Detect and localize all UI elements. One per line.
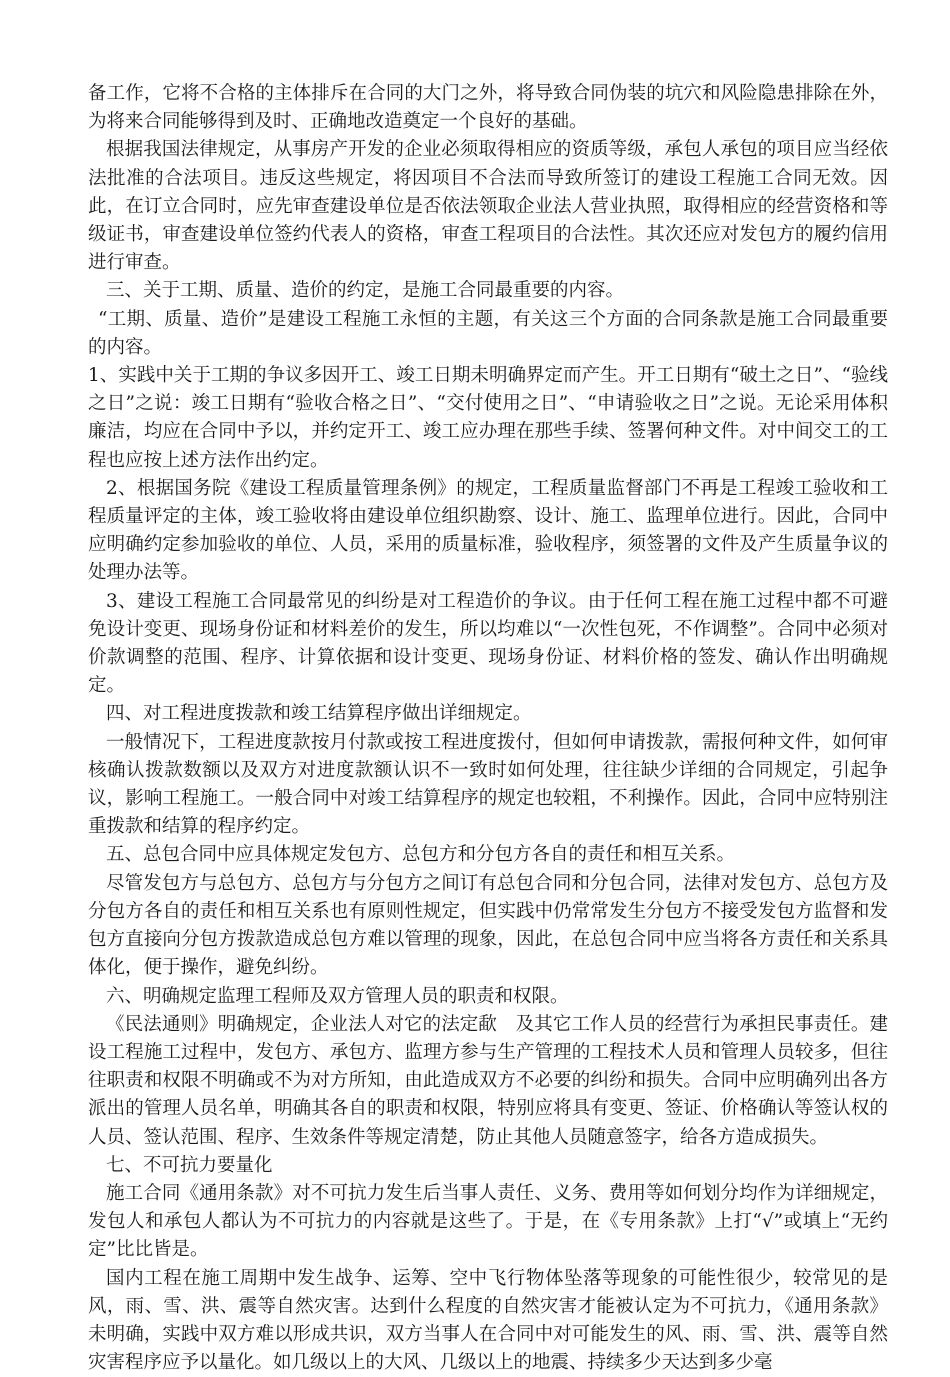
paragraph-item-3-cost: 3、建设工程施工合同最常见的纠纷是对工程造价的争议。由于任何工程在施工过程中都不可避免设计变更、现场身份证和材料差价的发生，所以均难以“一次性包死，不作调整”。合同中必须对价款调整的范围、程序、计算依据和设计变更、现场身份证、材料价格的签发、确认作出明确规定。	[88, 590, 888, 697]
heading-section-4: 四、对工程进度拨款和竣工结算程序做出详细规定。	[106, 703, 532, 725]
heading-section-3: 三、关于工期、质量、造价的约定，是施工合同最重要的内容。	[106, 280, 625, 302]
paragraph-item-1-duration: 1、实践中关于工期的争议多因开工、竣工日期未明确界定而产生。开工日期有“破土之日”、“验线之日”之说：竣工日期有“验收合格之日”、“交付使用之日”、“申请验收之日”之说。无论采用体积廉洁，均应在合同中予以，并约定开工、竣工应办理在那些手续、签署何种文件。对中间交工的工程也应按上述方法作出约定。	[88, 365, 888, 471]
paragraph-progress-payment: 一般情况下，工程进度款按月付款或按工程进度拨付，但如何申请拨款，需报何种文件，如何审核确认拨款数额以及双方对进度款额认识不一致时如何处理，往往缺少详细的合同规定，引起争议，影响工程施工。一般合同中对竣工结算程序的规定也较粗，不利操作。因此，合同中应特别注重拨款和结算的程序约定。	[88, 731, 888, 838]
paragraph-item-2-quality: 2、根据国务院《建设工程质量管理条例》的规定，工程质量监督部门不再是工程竣工验收和工程质量评定的主体，竣工验收将由建设单位组织勘察、设计、施工、监理单位进行。因此，合同中应明确约定参加验收的单位、人员，采用的质量标准，验收程序，须签署的文件及产生质量争议的处理办法等。	[88, 477, 888, 584]
paragraph-legal-qualification: 根据我国法律规定，从事房产开发的企业必须取得相应的资质等级，承包人承包的项目应当经依法批准的合法项目。违反这些规定，将因项目不合法而导致所签订的建设工程施工合同无效。因此，在订立合同时，应先审查建设单位是否依法领取企业法人营业执照，取得相应的经营资格和等级证书，审查建设单位签约代表人的资格，审查工程项目的合法性。其次还应对发包方的履约信用进行审查。	[88, 139, 888, 274]
document-page	[88, 80, 888, 1377]
heading-section-6: 六、明确规定监理工程师及双方管理人员的职责和权限。	[106, 985, 569, 1007]
paragraph-duration-quality-cost: “工期、质量、造价”是建设工程施工永恒的主题，有关这三个方面的合同条款是施工合同最重要的内容。	[88, 308, 888, 358]
paragraph-supervision-roles: 《民法通则》明确规定，企业法人对它的法定歃 及其它工作人员的经营行为承担民事责任。建设工程施工过程中，发包方、承包方、监理方参与生产管理的工程技术人员和管理人员较多，但往往职责和权限不明确或不为对方所知，由此造成双方不必要的纠纷和损失。合同中应明确列出各方派出的管理人员名单，明确其各自的职责和权限，特别应将具有变更、签证、价格确认等签认权的人员、签认范围、程序、生效条件等规定清楚，防止其他人员随意签字，给各方造成损失。	[88, 1013, 888, 1148]
paragraph-general-contract: 尽管发包方与总包方、总包方与分包方之间订有总包合同和分包合同，法律对发包方、总包方及分包方各自的责任和相互关系也有原则性规定，但实践中仍常常发生分包方不接受发包方监督和发包方直接向分包方拨款造成总包方难以管理的现象，因此，在总包合同中应当将各方责任和关系具体化，便于操作，避免纠纷。	[88, 872, 888, 979]
paragraph-force-majeure-clauses: 施工合同《通用条款》对不可抗力发生后当事人责任、义务、费用等如何划分均作为详细规定，发包人和承包人都认为不可抗力的内容就是这些了。于是，在《专用条款》上打“√”或填上“无约定”比比皆是。	[88, 1182, 888, 1261]
heading-section-5: 五、总包合同中应具体规定发包方、总包方和分包方各自的责任和相互关系。	[106, 844, 736, 866]
paragraph-natural-disasters: 国内工程在施工周期中发生战争、运筹、空中飞行物体坠落等现象的可能性很少，较常见的是风，雨、雪、洪、震等自然灾害。达到什么程度的自然灾害才能被认定为不可抗力，《通用条款》未明确，实践中双方难以形成共识，双方当事人在合同中对可能发生的风、雨、雪、洪、震等自然灾害程序应予以量化。如几级以上的大风、几级以上的地震、持续多少天达到多少毫	[88, 1267, 888, 1374]
heading-section-7: 七、不可抗力要量化	[106, 1154, 273, 1176]
paragraph-preparation: 备工作，它将不合格的主体排斥在合同的大门之外，将导致合同伪装的坑穴和风险隐患排除在外，为将来合同能够得到及时、正确地改造奠定一个良好的基础。	[88, 83, 888, 133]
